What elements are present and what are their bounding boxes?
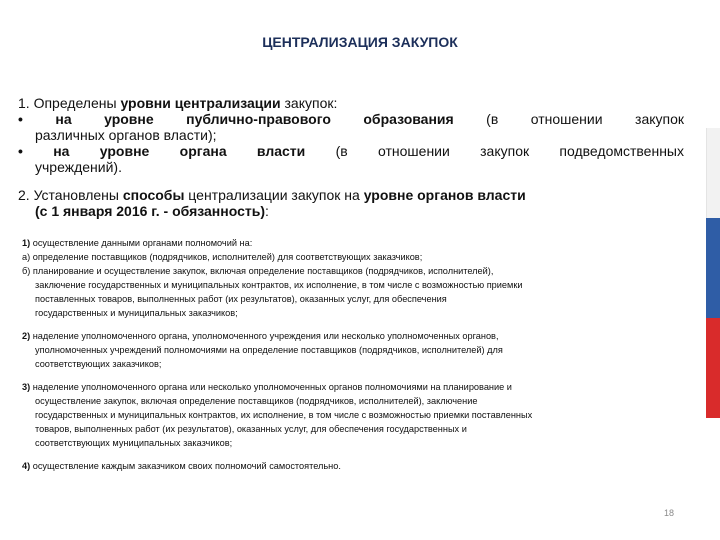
slide-title: ЦЕНТРАЛИЗАЦИЯ ЗАКУПОК [262, 34, 458, 50]
method-1 [22, 236, 690, 320]
main-points [18, 95, 684, 219]
method-3-l4: товаров, выполненных работ (их результатов), оказанных услуг, для обеспечения государственных и [35, 424, 467, 434]
method-3-l5: соответствующих муниципальных заказчиков; [35, 438, 233, 448]
method-3-l3: государственных и муниципальных контрактов, их исполнение, в том числе с возможностью приемки поставленных [35, 410, 533, 420]
method-2-l1: 2) наделение уполномоченного органа, уполномоченного учреждения или несколько уполномоченных органов, [22, 331, 499, 341]
method-2-l2: уполномоченных учреждений полномочиями на определение поставщиков (подрядчиков, исполнителей) для [35, 345, 503, 355]
method-1-l4: заключение государственных и муниципальных контрактов, их исполнение, в том числе с возможностью приемки [35, 280, 523, 290]
page-number: 18 [663, 508, 674, 518]
method-3 [22, 380, 690, 450]
method-1-l2: а) определение поставщиков (подрядчиков, исполнителей) для соответствующих заказчиков; [22, 252, 423, 262]
method-1-l3: б) планирование и осуществление закупок, включая определение поставщиков (подрядчиков, исполнителей), [22, 266, 494, 276]
method-4-l1: 4) осуществление каждым заказчиком своих полномочий самостоятельно. [22, 461, 341, 471]
bullet-1-line: • на уровне публично-правового образования (в отношении закупок [18, 111, 685, 127]
bullet-2-line: • на уровне органа власти (в отношении закупок подведомственных [18, 143, 684, 159]
method-4 [22, 459, 690, 473]
flag-white-band [706, 128, 720, 218]
flag-red-band [706, 318, 720, 418]
method-3-l2: осуществление закупок, включая определение поставщиков (подрядчиков, исполнителей), заключение [35, 396, 478, 406]
point-2-cont: (с 1 января 2016 г. - обязанность): [35, 203, 269, 219]
bullet-1-cont: различных органов власти); [35, 127, 217, 143]
point-2-line: 2. Установлены способы централизации закупок на уровне органов власти [18, 187, 526, 203]
method-3-l1: 3) наделение уполномоченного органа или несколько уполномоченных органов полномочиями на планирование и [22, 382, 512, 392]
methods-list [22, 236, 690, 482]
method-1-l1: 1) осуществление данными органами полномочий на: [22, 238, 253, 248]
method-2 [22, 329, 690, 371]
method-1-l5: поставленных товаров, выполненных работ (их результатов), оказанных услуг, для обеспечения [35, 294, 447, 304]
point-1-line: 1. Определены уровни централизации закупок: [18, 95, 338, 111]
method-1-l6: государственных и муниципальных заказчиков; [35, 308, 238, 318]
bullet-2-cont: учреждений). [35, 159, 122, 175]
russian-flag-stripe [706, 128, 720, 418]
method-2-l3: соответствующих заказчиков; [35, 359, 162, 369]
flag-blue-band [706, 218, 720, 318]
